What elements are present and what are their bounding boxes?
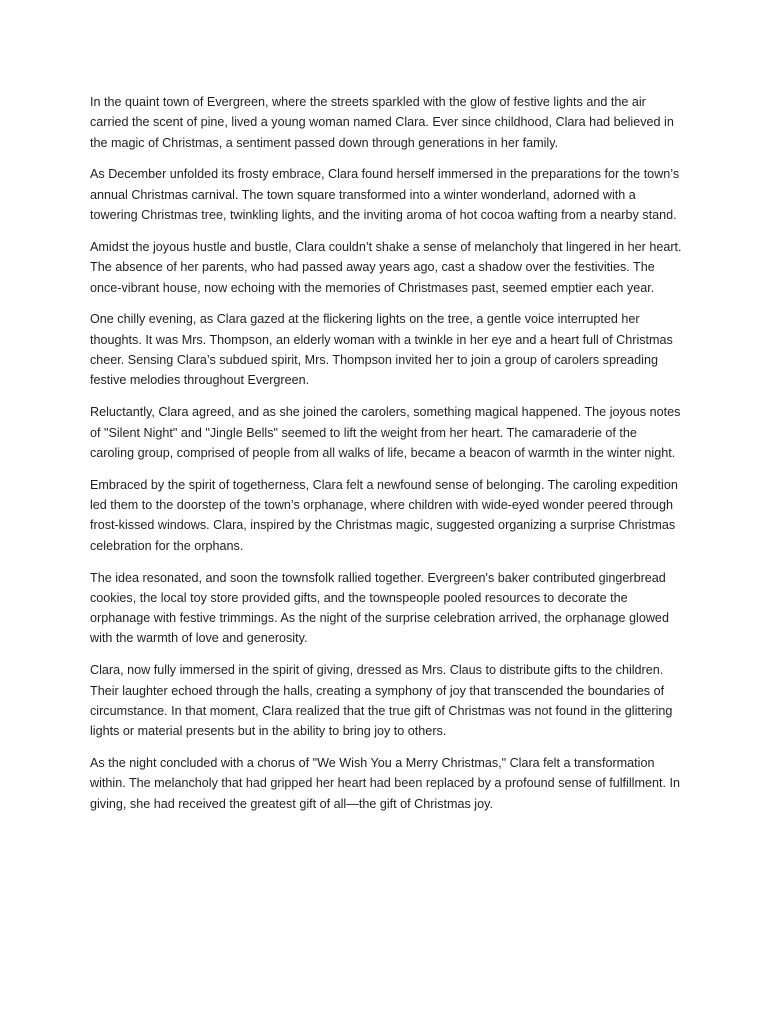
paragraph-6: Embraced by the spirit of togetherness, Clara felt a newfound sense of belonging. The caroling expedition led them to the doorstep of the town’s orphanage, where children with wide-eyed wonder peered through frost-kissed windows. Clara, inspired by the Christmas magic, suggested organizing a surprise Christmas celebration for the orphans. bbox=[90, 477, 678, 553]
document-body bbox=[90, 92, 682, 826]
paragraph-5: Reluctantly, Clara agreed, and as she joined the carolers, something magical happened. The joyous notes of "Silent Night" and "Jingle Bells" seemed to lift the weight from her heart. The camaraderie of the caroling group, comprised of people from all walks of life, became a beacon of warmth in the winter night. bbox=[90, 405, 681, 460]
paragraph-8: Clara, now fully immersed in the spirit of giving, dressed as Mrs. Claus to distribute gifts to the children. Their laughter echoed through the halls, creating a symphony of joy that transcended the boundaries of circumstance. In that moment, Clara realized that the true gift of Christmas was not found in the glittering lights or material presents but in the ability to bring joy to others. bbox=[90, 663, 673, 739]
paragraph-4: One chilly evening, as Clara gazed at the flickering lights on the tree, a gentle voice interrupted her thoughts. It was Mrs. Thompson, an elderly woman with a twinkle in her eye and a heart full of Christmas cheer. Sensing Clara’s subdued spirit, Mrs. Thompson invited her to join a group of carolers spreading festive melodies throughout Evergreen. bbox=[90, 312, 673, 388]
paragraph-1: In the quaint town of Evergreen, where the streets sparkled with the glow of festive lights and the air carried the scent of pine, lived a young woman named Clara. Ever since childhood, Clara had believed in the magic of Christmas, a sentiment passed down through generations in her family. bbox=[90, 95, 674, 150]
paragraph-7: The idea resonated, and soon the townsfolk rallied together. Evergreen's baker contributed gingerbread cookies, the local toy store provided gifts, and the townspeople pooled resources to decorate the orphanage with festive trimmings. As the night of the surprise celebration arrived, the orphanage glowed with the warmth of love and generosity. bbox=[90, 570, 669, 646]
paragraph-3: Amidst the joyous hustle and bustle, Clara couldn’t shake a sense of melancholy that lingered in her heart. The absence of her parents, who had passed away years ago, cast a shadow over the festivities. The once-vibrant house, now echoing with the memories of Christmases past, seemed emptier each year. bbox=[90, 239, 682, 295]
paragraph-9: As the night concluded with a chorus of "We Wish You a Merry Christmas," Clara felt a transformation within. The melancholy that had gripped her heart had been replaced by a profound sense of fulfillment. In giving, she had received the greatest gift of all—the gift of Christmas joy. bbox=[90, 756, 680, 811]
paragraph-2: As December unfolded its frosty embrace, Clara found herself immersed in the preparations for the town’s annual Christmas carnival. The town square transformed into a winter wonderland, adorned with a towering Christmas tree, twinkling lights, and the inviting aroma of hot cocoa wafting from a nearby stand. bbox=[90, 167, 680, 223]
